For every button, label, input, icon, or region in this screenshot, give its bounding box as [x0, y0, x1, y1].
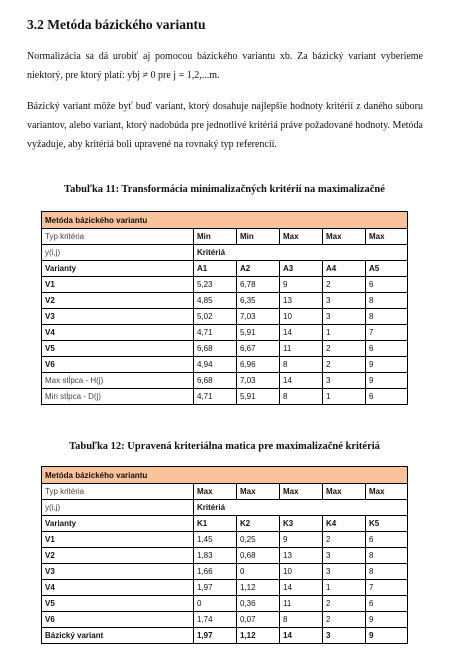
- table-cell: 0,25: [237, 532, 280, 548]
- table-cell: 1,12: [237, 580, 280, 596]
- row-label: V2: [42, 293, 194, 309]
- table-cell: 2: [323, 596, 366, 612]
- table-cell: 14: [280, 325, 323, 341]
- table-cell: 8: [366, 564, 408, 580]
- summary-cell: 4,71: [194, 389, 237, 405]
- table-cell: 4,85: [194, 293, 237, 309]
- summary-cell: 1: [323, 389, 366, 405]
- table-cell: 7: [366, 580, 408, 596]
- column-header: A5: [366, 261, 408, 277]
- summary-cell: 9: [366, 373, 408, 389]
- table-cell: 1,66: [194, 564, 237, 580]
- table-cell: 1,45: [194, 532, 237, 548]
- table-cell: 6: [366, 277, 408, 293]
- table-adjusted-matrix: [41, 466, 408, 644]
- column-header: A4: [323, 261, 366, 277]
- table-cell: 8: [366, 309, 408, 325]
- table-transformation: [41, 211, 408, 405]
- table-cell: 1: [323, 580, 366, 596]
- summary-cell: 7,03: [237, 373, 280, 389]
- table-cell: 3: [323, 548, 366, 564]
- summary-cell: 6,68: [194, 373, 237, 389]
- table-row: [42, 580, 408, 596]
- table-cell: 7: [366, 325, 408, 341]
- row-label: V4: [42, 325, 194, 341]
- section-heading: 3.2 Metóda bázického variantu: [27, 17, 206, 32]
- table-cell: 10: [280, 309, 323, 325]
- basic-variant-cell: 9: [366, 628, 408, 644]
- table-cell: 2: [323, 357, 366, 373]
- criteria-type-row: [42, 229, 408, 245]
- table-cell: 1: [323, 325, 366, 341]
- table-cell: 2: [323, 532, 366, 548]
- column-header-row: [42, 261, 408, 277]
- table-cell: 11: [280, 341, 323, 357]
- basic-variant-cell: 1,97: [194, 628, 237, 644]
- table-cell: 6,68: [194, 341, 237, 357]
- criteria-group-label: Kritériá: [194, 500, 408, 516]
- table-row: [42, 564, 408, 580]
- table-cell: 6: [366, 596, 408, 612]
- table-cell: 14: [280, 580, 323, 596]
- summary-cell: 6: [366, 389, 408, 405]
- table-cell: 4,71: [194, 325, 237, 341]
- criteria-type-cell: Max: [323, 484, 366, 500]
- table-cell: 13: [280, 548, 323, 564]
- row-label: V4: [42, 580, 194, 596]
- summary-row-label: Min stĺpca - D(j): [42, 389, 194, 405]
- table-cell: 11: [280, 596, 323, 612]
- table-cell: 8: [366, 293, 408, 309]
- table-cell: 2: [323, 612, 366, 628]
- table-cell: 6,96: [237, 357, 280, 373]
- table-row: [42, 612, 408, 628]
- table-cell: 10: [280, 564, 323, 580]
- table-row: [42, 532, 408, 548]
- basic-variant-row: [42, 628, 408, 644]
- criteria-group-row: [42, 245, 408, 261]
- table-title-row: [42, 212, 408, 229]
- row-label: V5: [42, 341, 194, 357]
- row-label: V2: [42, 548, 194, 564]
- table-cell: 6,67: [237, 341, 280, 357]
- variants-label: Varianty: [42, 261, 194, 277]
- table-cell: 7,03: [237, 309, 280, 325]
- table-title-row: [42, 467, 408, 484]
- table-cell: 3: [323, 293, 366, 309]
- row-label: V3: [42, 564, 194, 580]
- column-header-row: [42, 516, 408, 532]
- table-cell: 3: [323, 309, 366, 325]
- table-cell: 5,91: [237, 325, 280, 341]
- criteria-group-label: Kritériá: [194, 245, 408, 261]
- table1-caption: Tabuľka 11: Transformácia minimalizačných kritérií na maximalizačné: [64, 184, 385, 195]
- y-label: y(i,j): [42, 245, 194, 261]
- table-title: Metóda bázického variantu: [42, 212, 408, 229]
- summary-row-label: Max stĺpca - H(j): [42, 373, 194, 389]
- table-cell: 6,35: [237, 293, 280, 309]
- table-row: [42, 341, 408, 357]
- table-cell: 1,97: [194, 580, 237, 596]
- basic-variant-cell: 3: [323, 628, 366, 644]
- criteria-type-cell: Max: [366, 484, 408, 500]
- table-cell: 13: [280, 293, 323, 309]
- paragraph-normalization: Normalizácia sa dá urobiť aj pomocou bázického variantu xb. Za bázický variant vyberieme niektorý, pre ktorý platí: ybj ≠ 0 pre j = 1,2,...m.: [27, 51, 423, 81]
- column-header: A3: [280, 261, 323, 277]
- basic-variant-cell: 1,12: [237, 628, 280, 644]
- table-cell: 9: [280, 277, 323, 293]
- criteria-type-cell: Min: [194, 229, 237, 245]
- basic-variant-cell: 14: [280, 628, 323, 644]
- summary-cell: 3: [323, 373, 366, 389]
- table-row: [42, 357, 408, 373]
- table-cell: 2: [323, 341, 366, 357]
- criteria-type-cell: Max: [323, 229, 366, 245]
- column-header: K1: [194, 516, 237, 532]
- criteria-type-cell: Max: [237, 484, 280, 500]
- criteria-type-cell: Max: [280, 229, 323, 245]
- table2-caption: Tabuľka 12: Upravená kriteriálna matica pre maximalizačné kritériá: [69, 441, 380, 452]
- table-cell: 9: [366, 357, 408, 373]
- table-cell: 0: [237, 564, 280, 580]
- table-cell: 1,83: [194, 548, 237, 564]
- table-row: [42, 293, 408, 309]
- table-cell: 8: [366, 548, 408, 564]
- table-cell: 0,68: [237, 548, 280, 564]
- row-label: V3: [42, 309, 194, 325]
- row-label: V6: [42, 612, 194, 628]
- criteria-type-cell: Max: [194, 484, 237, 500]
- table-cell: 8: [280, 357, 323, 373]
- column-header: K5: [366, 516, 408, 532]
- table-row: [42, 596, 408, 612]
- table-cell: 6: [366, 532, 408, 548]
- row-label: V1: [42, 277, 194, 293]
- table-cell: 5,23: [194, 277, 237, 293]
- column-header: A1: [194, 261, 237, 277]
- column-header: A2: [237, 261, 280, 277]
- table-cell: 9: [366, 612, 408, 628]
- table-cell: 0,36: [237, 596, 280, 612]
- table-cell: 0,07: [237, 612, 280, 628]
- row-label: V5: [42, 596, 194, 612]
- column-header: K4: [323, 516, 366, 532]
- criteria-type-cell: Max: [280, 484, 323, 500]
- table-row: [42, 277, 408, 293]
- basic-variant-label: Bázický variant: [42, 628, 194, 644]
- table-row: [42, 325, 408, 341]
- table-cell: 4,94: [194, 357, 237, 373]
- table-cell: 2: [323, 277, 366, 293]
- table-cell: 1,74: [194, 612, 237, 628]
- summary-cell: 5,91: [237, 389, 280, 405]
- column-header: K3: [280, 516, 323, 532]
- summary-row: [42, 389, 408, 405]
- table-cell: 0: [194, 596, 237, 612]
- criteria-type-cell: Max: [366, 229, 408, 245]
- table-row: [42, 548, 408, 564]
- table-cell: 3: [323, 564, 366, 580]
- y-label: y(i,j): [42, 500, 194, 516]
- table-title: Metóda bázického variantu: [42, 467, 408, 484]
- summary-row: [42, 373, 408, 389]
- row-label: V1: [42, 532, 194, 548]
- paragraph-basic-variant: Bázický variant môže byť buď variant, ktorý dosahuje najlepšie hodnoty kritérií z daného súboru variantov, alebo variant, ktorý nadobúda pre jednotlivé kritériá práve požadované hodnoty. Metóda vyžaduje, aby kritériá boli upravené na rovnaký typ referencií.: [27, 101, 423, 150]
- table-cell: 6,78: [237, 277, 280, 293]
- criteria-type-row: [42, 484, 408, 500]
- criteria-type-cell: Min: [237, 229, 280, 245]
- table-cell: 5,02: [194, 309, 237, 325]
- column-header: K2: [237, 516, 280, 532]
- criteria-group-row: [42, 500, 408, 516]
- summary-cell: 14: [280, 373, 323, 389]
- row-label: V6: [42, 357, 194, 373]
- criteria-type-label: Typ kritéria: [42, 484, 194, 500]
- table-cell: 8: [280, 612, 323, 628]
- variants-label: Varianty: [42, 516, 194, 532]
- criteria-type-label: Typ kritéria: [42, 229, 194, 245]
- table-cell: 6: [366, 341, 408, 357]
- summary-cell: 8: [280, 389, 323, 405]
- table-cell: 9: [280, 532, 323, 548]
- table-row: [42, 309, 408, 325]
